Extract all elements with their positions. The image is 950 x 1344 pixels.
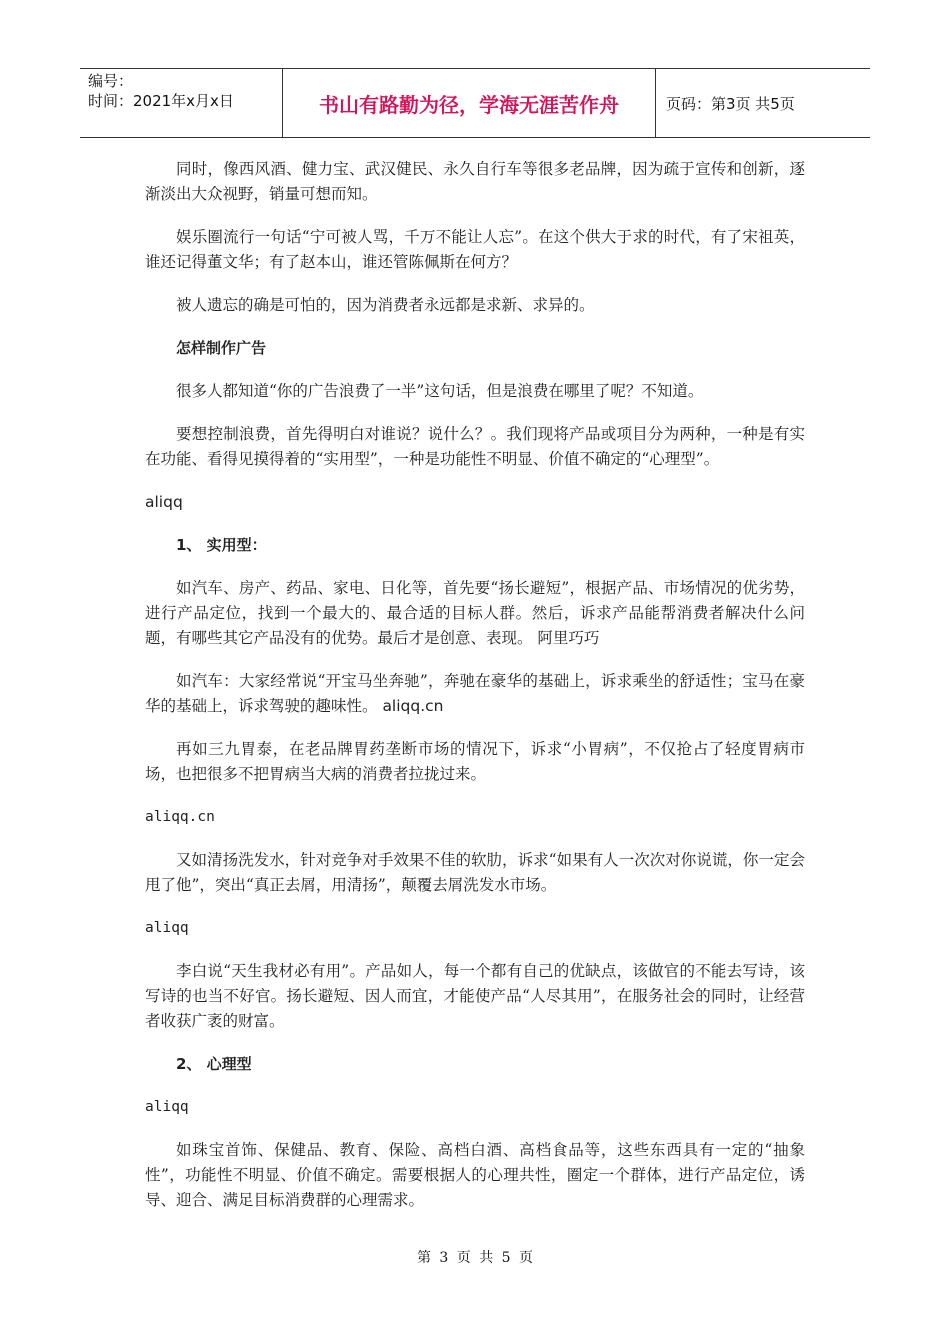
- watermark-text: aliqq.cn: [145, 809, 215, 825]
- paragraph: 如汽车、房产、药品、家电、日化等，首先要“扬长避短”，根据产品、市场情况的优劣势，进行产品定位，找到一个最大的、最合适的目标人群。然后，诉求产品能帮消费者解决什么问题，有哪些其它产品没有的优势。最后才是创意、表现。 阿里巧巧: [145, 579, 805, 647]
- paragraph: 同时，像西风酒、健力宝、武汉健民、永久自行车等很多老品牌，因为疏于宣传和创新，逐渐淡出大众视野，销量可想而知。: [145, 160, 805, 203]
- page-footer: 第 3 页 共 5 页: [416, 1250, 534, 1266]
- paragraph: 娱乐圈流行一句话“宁可被人骂，千万不能让人忘”。在这个供大于求的时代，有了宋祖英，谁还记得董文华；有了赵本山，谁还管陈佩斯在何方？: [145, 228, 805, 271]
- watermark-inline: aliqq.cn: [382, 697, 444, 715]
- paragraph: 再如三九胃泰，在老品牌胃药垄断市场的情况下，诉求“小胃病”，不仅抢占了轻度胃病市场，也把很多不把胃病当大病的消费者拉拢过来。: [145, 740, 805, 783]
- page-header: [80, 68, 870, 138]
- header-motto: 书山有路勤为径，学海无涯苦作舟: [282, 69, 656, 137]
- paragraph: 又如清扬洗发水，针对竞争对手效果不佳的软肋，诉求“如果有人一次次对你说谎，你一定会甩了他”，突出“真正去屑，用清扬”，颠覆去屑洗发水市场。: [145, 851, 805, 894]
- time-label: 时间：2021年x月x日: [88, 92, 234, 110]
- paragraph: 李白说“天生我材必有用”。产品如人，每一个都有自己的优缺点，该做官的不能去写诗，该写诗的也当不好官。扬长避短、因人而宜，才能使产品“人尽其用”，在服务社会的同时，让经营者收获广袤的财富。: [145, 962, 805, 1030]
- paragraph: [145, 669, 805, 719]
- paragraph: 被人遗忘的确是可怕的，因为消费者永远都是求新、求异的。: [176, 296, 595, 314]
- section-heading: 2、 心理型: [176, 1055, 252, 1073]
- paragraph: 如珠宝首饰、保健品、教育、保险、高档白酒、高档食品等，这些东西具有一定的“抽象性”，功能性不明显、价值不确定。需要根据人的心理共性，圈定一个群体，进行产品定位，诱导、迎合、满足目标消费群的心理需求。: [145, 1141, 805, 1209]
- header-page-label: 页码：第3页 共5页: [666, 94, 795, 113]
- document-body: [145, 157, 805, 1231]
- paragraph-text: 如汽车：大家经常说“开宝马坐奔驰”，奔驰在豪华的基础上，诉求乘坐的舒适性；宝马在豪华的基础上，诉求驾驶的趣味性。: [145, 672, 805, 715]
- section-heading: 1、 实用型：: [176, 536, 267, 554]
- header-meta: [80, 69, 282, 137]
- section-heading: 怎样制作广告: [176, 339, 267, 357]
- watermark-text: aliqq: [145, 1099, 189, 1115]
- watermark-text: aliqq: [145, 493, 183, 511]
- paragraph: 很多人都知道“你的广告浪费了一半”这句话，但是浪费在哪里了呢？不知道。: [176, 382, 704, 400]
- paragraph: 要想控制浪费，首先得明白对谁说？说什么？。我们现将产品或项目分为两种，一种是有实在功能、看得见摸得着的“实用型”，一种是功能性不明显、价值不确定的“心理型”。: [145, 425, 805, 468]
- number-label: 编号：: [88, 72, 134, 90]
- watermark-text: aliqq: [145, 920, 189, 936]
